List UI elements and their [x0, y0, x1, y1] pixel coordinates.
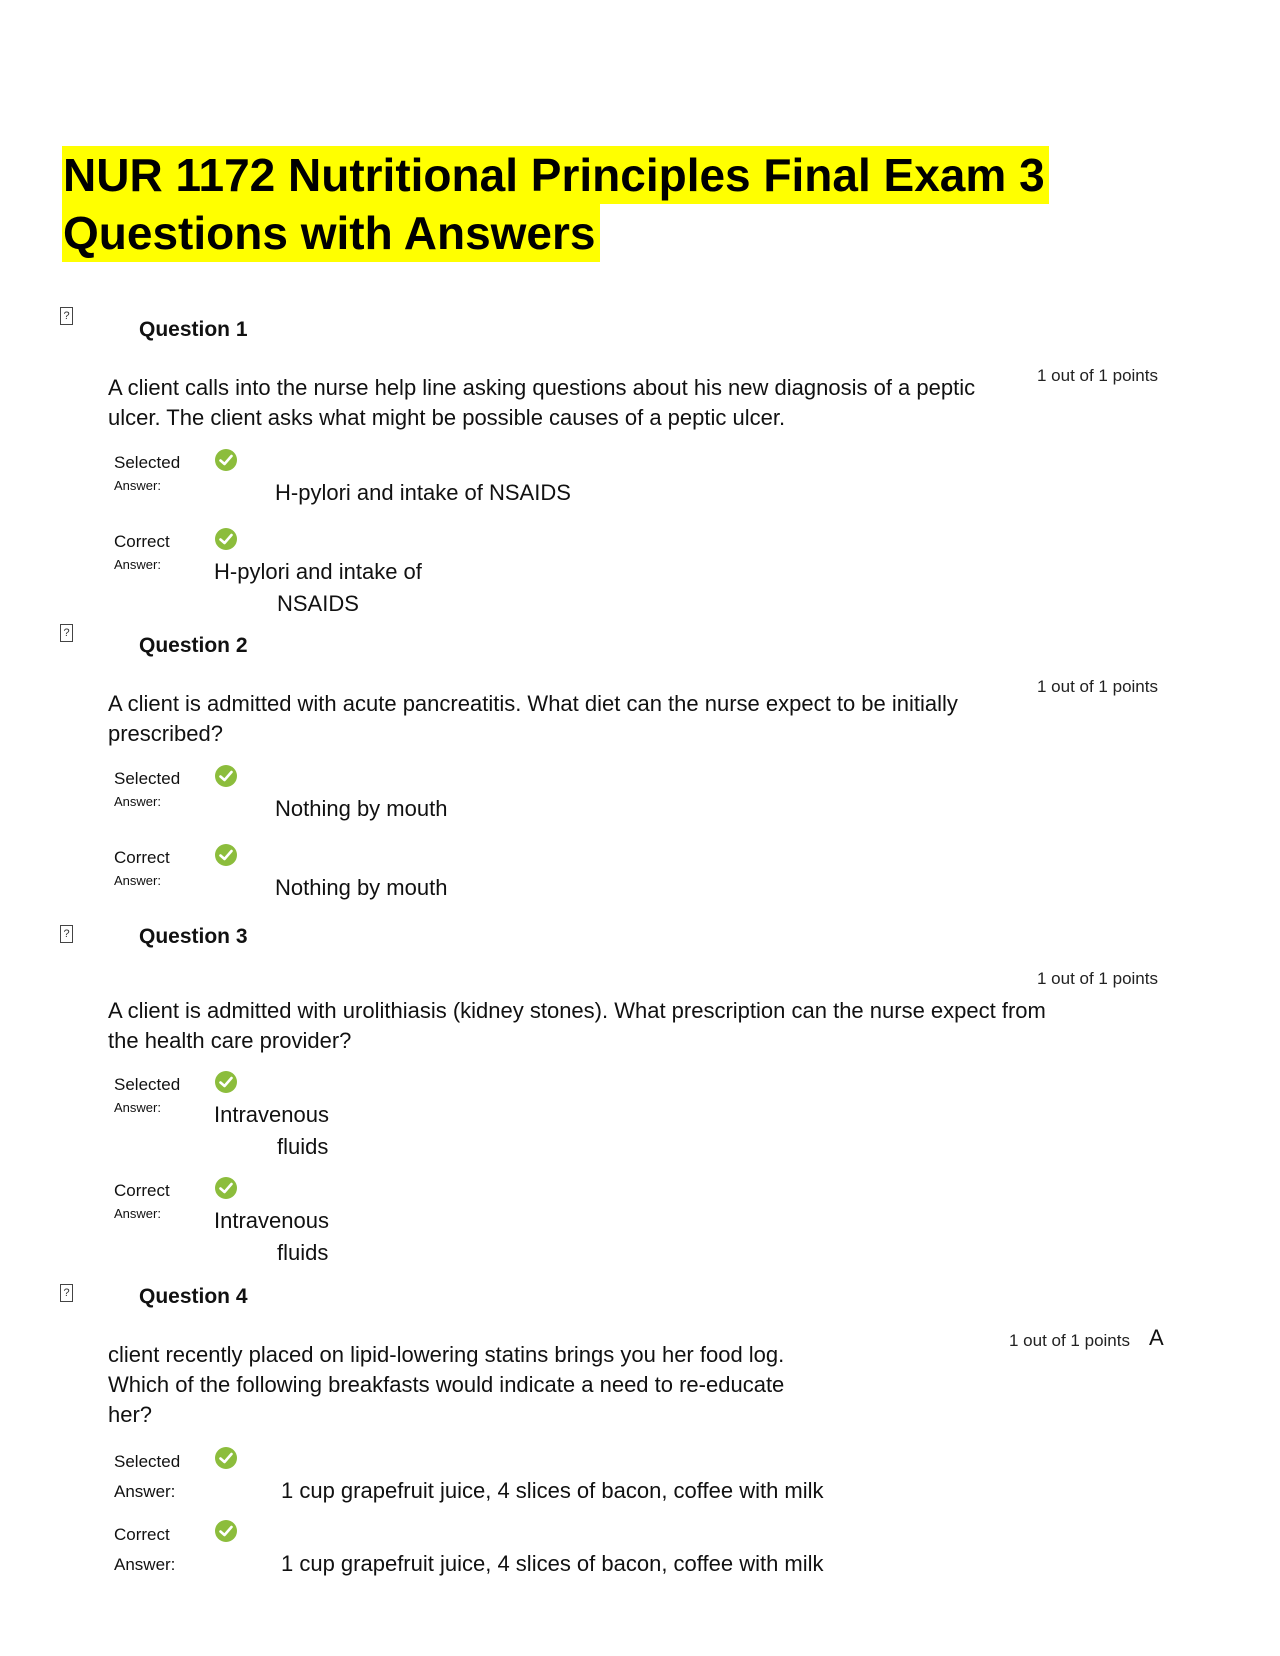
question-4-selected-label: Selected: [114, 1452, 181, 1471]
question-1-correct-answer-line-2: NSAIDS: [277, 591, 359, 616]
question-2-selected-label: Selected: [114, 769, 181, 788]
question-3-selected-answer-label: Answer:: [114, 1100, 161, 1115]
question-3-selected-answer-line-1: Intravenous: [214, 1102, 329, 1127]
question-3-points: 1 out of 1 points: [1037, 969, 1158, 988]
question-4-correct-answer-label: Answer:: [114, 1555, 176, 1574]
question-1-bullet: ?: [60, 307, 73, 325]
question-1-correct-label: Correct: [114, 532, 170, 551]
question-3-bullet: ?: [60, 925, 73, 943]
question-4-points-suffix: A: [1149, 1325, 1164, 1350]
question-2-text: A client is admitted with acute pancreatitis. What diet can the nurse expect to be initially prescribed?: [108, 691, 958, 746]
question-2-bullet: ?: [60, 624, 73, 642]
check-circle-icon: [215, 1447, 237, 1469]
question-1-points: 1 out of 1 points: [1037, 366, 1158, 385]
check-circle-icon: [215, 528, 237, 550]
page-title-line-2: Questions with Answers: [62, 204, 600, 262]
question-3-heading: Question 3: [139, 925, 248, 948]
question-2-selected-answer: Nothing by mouth: [275, 796, 448, 821]
question-3-correct-label: Correct: [114, 1181, 170, 1200]
question-1-selected-answer: H-pylori and intake of NSAIDS: [275, 480, 571, 505]
question-1-text: A client calls into the nurse help line asking questions about his new diagnosis of a peptic ulcer. The client asks what might be possible causes of a peptic ulcer.: [108, 375, 976, 430]
question-4-text: client recently placed on lipid-lowering statins brings you her food log. Which of the following breakfasts would indicate a need to re-educate her?: [108, 1342, 785, 1427]
question-4-selected-answer: 1 cup grapefruit juice, 4 slices of bacon, coffee with milk: [281, 1478, 824, 1503]
check-circle-icon: [215, 1177, 237, 1199]
question-4-selected-answer-label: Answer:: [114, 1482, 176, 1501]
question-2-heading: Question 2: [139, 634, 248, 657]
question-4-points: 1 out of 1 points: [1009, 1331, 1130, 1350]
question-1-correct-answer-label: Answer:: [114, 557, 161, 572]
check-circle-icon: [215, 449, 237, 471]
question-3-text: A client is admitted with urolithiasis (kidney stones). What prescription can the nurse expect from the health care provider?: [108, 998, 1046, 1053]
question-1-correct-answer-line-1: H-pylori and intake of: [214, 559, 422, 584]
question-2-correct-answer-label: Answer:: [114, 873, 161, 888]
question-3-selected-answer-line-2: fluids: [277, 1134, 329, 1159]
question-4-correct-answer: 1 cup grapefruit juice, 4 slices of bacon, coffee with milk: [281, 1551, 824, 1576]
check-circle-icon: [215, 844, 237, 866]
question-2-correct-answer: Nothing by mouth: [275, 875, 448, 900]
question-1-heading: Question 1: [139, 318, 248, 341]
check-circle-icon: [215, 1520, 237, 1542]
question-4-heading: Question 4: [139, 1285, 248, 1308]
question-2-selected-answer-label: Answer:: [114, 794, 161, 809]
question-3-correct-answer-line-2: fluids: [277, 1240, 329, 1265]
question-2-correct-label: Correct: [114, 848, 170, 867]
question-4-correct-label: Correct: [114, 1525, 170, 1544]
check-circle-icon: [215, 1071, 237, 1093]
question-1-selected-label: Selected: [114, 453, 181, 472]
question-2-points: 1 out of 1 points: [1037, 677, 1158, 696]
page-title-line-1: NUR 1172 Nutritional Principles Final Exam 3: [62, 146, 1049, 204]
question-4-bullet: ?: [60, 1284, 73, 1302]
question-1-selected-answer-label: Answer:: [114, 478, 161, 493]
question-3-correct-answer-label: Answer:: [114, 1206, 161, 1221]
question-3-correct-answer-line-1: Intravenous: [214, 1208, 329, 1233]
question-3-selected-label: Selected: [114, 1075, 181, 1094]
check-circle-icon: [215, 765, 237, 787]
